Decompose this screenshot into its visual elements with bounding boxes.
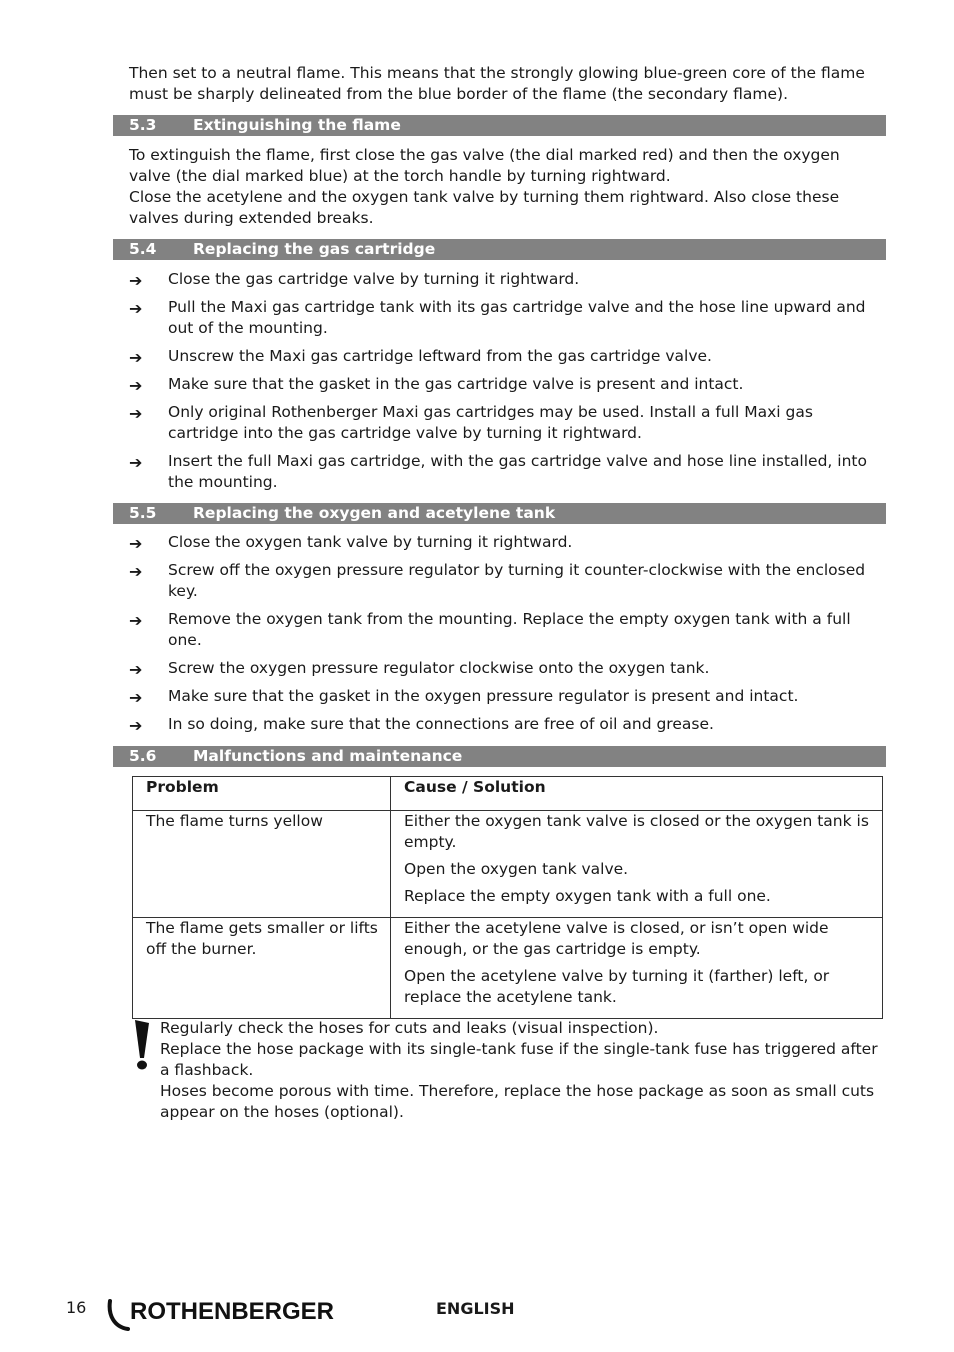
- section-header-5-6: [113, 746, 886, 767]
- column-header-cause-solution: Cause / Solution: [391, 777, 883, 811]
- exclamation-icon: [132, 1020, 152, 1070]
- list-item: [129, 451, 869, 493]
- arrow-right-icon: ➔: [129, 562, 143, 581]
- list-item: [129, 402, 869, 444]
- solution-text: Replace the empty oxygen tank with a full one.: [404, 887, 771, 905]
- tank-steps: [129, 532, 869, 742]
- extinguish-text-1: To extinguish the flame, first close the gas valve (the dial marked red) and then the oxygen valve (the dial marked blue) at the torch handle by turning rightward.: [129, 146, 840, 185]
- section-number: 5.4: [129, 240, 157, 258]
- arrow-right-icon: ➔: [129, 404, 143, 423]
- section-header-5-4: [113, 239, 886, 260]
- arrow-right-icon: ➔: [129, 534, 143, 553]
- extinguish-text-2: Close the acetylene and the oxygen tank valve by turning them rightward. Also close these valves during extended breaks.: [129, 188, 840, 227]
- brand-wordmark: ROTHENBERGER: [130, 1298, 335, 1325]
- list-item-text: Only original Rothenberger Maxi gas cartridges may be used. Install a full Maxi gas cartridge into the gas cartridge valve by turning it rightward.: [168, 403, 813, 442]
- section-title: Malfunctions and maintenance: [193, 747, 463, 765]
- list-item-text: Close the oxygen tank valve by turning it rightward.: [168, 533, 573, 551]
- section-title: Extinguishing the flame: [193, 116, 401, 134]
- arrow-right-icon: ➔: [129, 271, 143, 290]
- solution-cell: [391, 811, 883, 918]
- arrow-right-icon: ➔: [129, 611, 143, 630]
- solution-text: Open the oxygen tank valve.: [404, 860, 629, 878]
- warning-text: Regularly check the hoses for cuts and leaks (visual inspection).: [160, 1019, 659, 1037]
- section-header-5-5: [113, 503, 886, 524]
- list-item: [129, 297, 869, 339]
- list-item-text: Pull the Maxi gas cartridge tank with its gas cartridge valve and the hose line upward and out of the mounting.: [168, 298, 866, 337]
- problem-cell: [133, 918, 391, 1019]
- solution-text: Either the acetylene valve is closed, or isn’t open wide enough, or the gas cartridge is empty.: [404, 919, 829, 958]
- table-row: [133, 811, 883, 918]
- arrow-right-icon: ➔: [129, 299, 143, 318]
- problem-cell: [133, 811, 391, 918]
- arrow-right-icon: ➔: [129, 453, 143, 472]
- problem-text: The flame turns yellow: [146, 812, 323, 830]
- arrow-right-icon: ➔: [129, 688, 143, 707]
- list-item: [129, 269, 869, 290]
- list-item: [129, 609, 869, 651]
- section-title: Replacing the oxygen and acetylene tank: [193, 504, 556, 522]
- list-item-text: Screw off the oxygen pressure regulator by turning it counter-clockwise with the enclosed key.: [168, 561, 866, 600]
- list-item-text: Close the gas cartridge valve by turning it rightward.: [168, 270, 580, 288]
- list-item-text: Remove the oxygen tank from the mounting. Replace the empty oxygen tank with a full one.: [168, 610, 851, 649]
- arrow-right-icon: ➔: [129, 376, 143, 395]
- page-number: 16: [66, 1298, 87, 1317]
- list-item-text: Make sure that the gasket in the gas cartridge valve is present and intact.: [168, 375, 744, 393]
- list-item: [129, 686, 869, 707]
- list-item-text: Unscrew the Maxi gas cartridge leftward from the gas cartridge valve.: [168, 347, 712, 365]
- section-header-5-3: [113, 115, 886, 136]
- section-number: 5.3: [129, 116, 157, 134]
- language-label: ENGLISH: [436, 1299, 515, 1318]
- gas-cartridge-steps: [129, 269, 869, 500]
- warning-text: Replace the hose package with its single-tank fuse if the single-tank fuse has triggered after a flashback.: [160, 1040, 878, 1079]
- arrow-right-icon: ➔: [129, 348, 143, 367]
- list-item: [129, 714, 869, 735]
- list-item-text: Insert the full Maxi gas cartridge, with the gas cartridge valve and hose line installed, into the mounting.: [168, 452, 867, 491]
- arrow-right-icon: ➔: [129, 716, 143, 735]
- list-item: [129, 532, 869, 553]
- solution-text: Either the oxygen tank valve is closed or the oxygen tank is empty.: [404, 812, 869, 851]
- list-item: [129, 560, 869, 602]
- table-header-row: [133, 777, 883, 811]
- list-item-text: In so doing, make sure that the connections are free of oil and grease.: [168, 715, 714, 733]
- warning-text: Hoses become porous with time. Therefore, replace the hose package as soon as small cuts appear on the hoses (optional).: [160, 1082, 875, 1121]
- maintenance-warning: [160, 1018, 880, 1123]
- section-number: 5.6: [129, 747, 157, 765]
- section-title: Replacing the gas cartridge: [193, 240, 436, 258]
- column-header-problem: Problem: [133, 777, 391, 811]
- list-item: [129, 374, 869, 395]
- list-item: [129, 346, 869, 367]
- extinguish-paragraph: [129, 145, 879, 229]
- solution-text: Open the acetylene valve by turning it (farther) left, or replace the acetylene tank.: [404, 967, 830, 1006]
- table-row: [133, 918, 883, 1019]
- list-item-text: Screw the oxygen pressure regulator clockwise onto the oxygen tank.: [168, 659, 710, 677]
- solution-cell: [391, 918, 883, 1019]
- intro-text: Then set to a neutral flame. This means that the strongly glowing blue-green core of the flame must be sharply delineated from the blue border of the flame (the secondary flame).: [129, 64, 865, 103]
- problem-text: The flame gets smaller or lifts off the burner.: [146, 919, 378, 958]
- rothenberger-logo: [106, 1295, 346, 1331]
- arrow-right-icon: ➔: [129, 660, 143, 679]
- intro-paragraph: [129, 63, 879, 105]
- list-item: [129, 658, 869, 679]
- section-number: 5.5: [129, 504, 157, 522]
- list-item-text: Make sure that the gasket in the oxygen pressure regulator is present and intact.: [168, 687, 799, 705]
- malfunctions-table: [132, 776, 883, 1019]
